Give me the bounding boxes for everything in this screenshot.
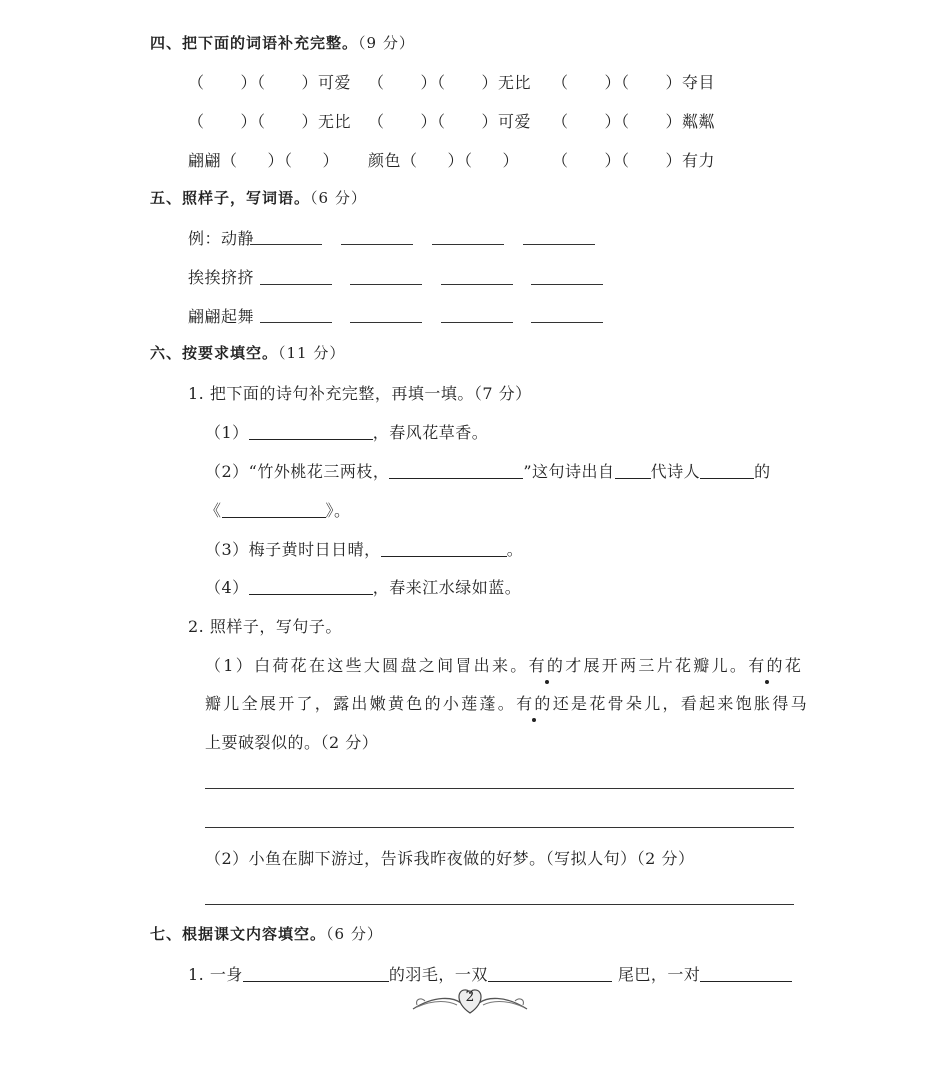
s4-row-1-group-3: （ ）（ ）夺目 bbox=[552, 73, 716, 92]
poem-blank-1[interactable] bbox=[249, 438, 373, 440]
poem-blank-3[interactable] bbox=[381, 555, 507, 557]
emphasis-word: 有的 bbox=[528, 656, 566, 675]
s5-row2-blank-1[interactable] bbox=[260, 284, 332, 285]
s4-row-3-group-3: （ ）（ ）有力 bbox=[552, 151, 716, 170]
s6-q1-line3: （3）梅子黄时日日晴， 。 bbox=[205, 540, 524, 559]
s7-blank-3[interactable] bbox=[700, 980, 792, 982]
s6-q1-title: 1. 把下面的诗句补充完整，再填一填。（7 分） bbox=[188, 384, 532, 403]
page-number-ornament bbox=[405, 983, 535, 1017]
s5-row2-blank-2[interactable] bbox=[350, 284, 422, 285]
section-7-title: 七、根据课文内容填空。（6 分） bbox=[150, 925, 383, 943]
section-4-title: 四、把下面的词语补充完整。（9 分） bbox=[150, 34, 415, 52]
s5-row2-blank-4[interactable] bbox=[531, 284, 603, 285]
s4-row-3-group-1: 翩翩（ ）（ ） bbox=[188, 151, 340, 170]
emphasis-word: 有的 bbox=[748, 656, 785, 675]
s5-row3-blank-3[interactable] bbox=[441, 322, 513, 323]
s4-row-1-group-2: （ ）（ ）无比 bbox=[368, 73, 532, 92]
poem-blank-4[interactable] bbox=[249, 593, 373, 595]
s5-row2-blank-3[interactable] bbox=[441, 284, 513, 285]
s6-q2-title: 2. 照样子，写句子。 bbox=[188, 617, 342, 636]
s7-blank-2[interactable] bbox=[488, 980, 612, 982]
emphasis-word: 有的 bbox=[516, 694, 553, 713]
s5-row3-blank-2[interactable] bbox=[350, 322, 422, 323]
s6-q1-line1: （1） ，春风花草香。 bbox=[205, 423, 489, 442]
s5-row3-blank-4[interactable] bbox=[531, 322, 603, 323]
s5-row1-blank-3[interactable] bbox=[432, 244, 504, 245]
answer-line-1[interactable] bbox=[205, 788, 794, 789]
s6-q2-p1-line1: （1）白荷花在这些大圆盘之间冒出来。有的才展开两三片花瓣儿。有的花 bbox=[205, 656, 804, 675]
s6-q1-line2b: 《 》。 bbox=[205, 501, 351, 520]
section-6-title: 六、按要求填空。（11 分） bbox=[150, 344, 346, 362]
s6-q1-line4: （4） ，春来江水绿如蓝。 bbox=[205, 578, 522, 597]
s6-q2-p1-line3: 上要破裂似的。（2 分） bbox=[205, 733, 379, 752]
answer-line-3[interactable] bbox=[205, 904, 794, 905]
s4-row-1-group-1: （ ）（ ）可爱 bbox=[188, 73, 352, 92]
s4-row-3-group-2: 颜色（ ）（ ） bbox=[368, 151, 520, 170]
s7-line1: 1. 一身 的羽毛，一双 尾巴，一对 bbox=[188, 962, 792, 985]
s5-row1-blank-1[interactable] bbox=[250, 244, 322, 245]
s5-example-label: 例：动静 bbox=[188, 229, 255, 248]
s6-q2-p2: （2）小鱼在脚下游过，告诉我昨夜做的好梦。（写拟人句）（2 分） bbox=[205, 849, 695, 868]
poem-title-blank[interactable] bbox=[222, 516, 326, 518]
s5-row3-label: 翩翩起舞 bbox=[188, 307, 255, 326]
s4-row-2-group-1: （ ）（ ）无比 bbox=[188, 112, 352, 131]
poet-blank[interactable] bbox=[700, 477, 754, 479]
s4-row-2-group-2: （ ）（ ）可爱 bbox=[368, 112, 532, 131]
s5-row2-label: 挨挨挤挤 bbox=[188, 268, 255, 287]
s7-blank-1[interactable] bbox=[243, 980, 389, 982]
s5-row1-blank-4[interactable] bbox=[523, 244, 595, 245]
s6-q2-p1-line2: 瓣儿全展开了，露出嫩黄色的小莲蓬。有的还是花骨朵儿，看起来饱胀得马 bbox=[205, 694, 809, 713]
answer-line-2[interactable] bbox=[205, 827, 794, 828]
section-5-title: 五、照样子，写词语。（6 分） bbox=[150, 189, 367, 207]
s6-q1-line2: （2）“竹外桃花三两枝， ”这句诗出自 代诗人 的 bbox=[205, 462, 771, 481]
s5-row3-blank-1[interactable] bbox=[260, 322, 332, 323]
dynasty-blank[interactable] bbox=[615, 477, 651, 479]
s4-row-2-group-3: （ ）（ ）粼粼 bbox=[552, 112, 716, 131]
s5-row1-blank-2[interactable] bbox=[341, 244, 413, 245]
poem-blank-2[interactable] bbox=[389, 477, 523, 479]
page-number: 2 bbox=[465, 989, 475, 1005]
